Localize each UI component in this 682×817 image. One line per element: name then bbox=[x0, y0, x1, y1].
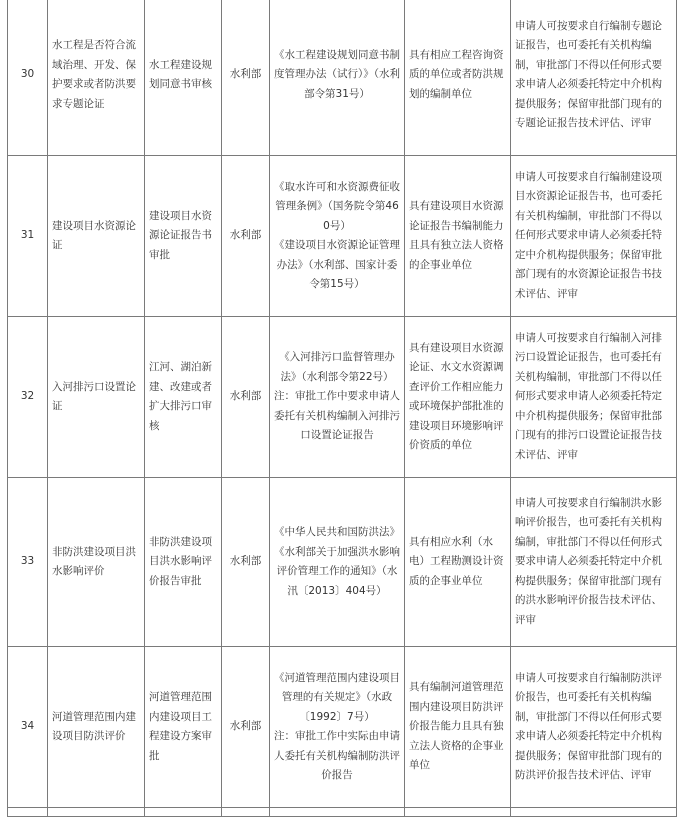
legal-basis bbox=[270, 647, 405, 808]
department: 水利部 bbox=[222, 317, 270, 478]
legal-basis-line: 《水利部关于加强洪水影响评价管理工作的通知》（水汛〔2013〕404号） bbox=[274, 545, 400, 597]
table-row bbox=[8, 156, 677, 317]
provider-qualification: 具有建设项目水资源论证报告书编制能力且具有独立法人资格的企事业单位 bbox=[405, 156, 511, 317]
empty-cell bbox=[222, 808, 270, 817]
service-item: 入河排污口设置论证 bbox=[48, 317, 145, 478]
approval-matter: 建设项目水资源论证报告书审批 bbox=[145, 156, 222, 317]
remark: 申请人可按要求自行编制防洪评价报告，也可委托有关机构编制，审批部门不得以任何形式要求申请人必须委托特定中介机构提供服务；保留审批部门现有的防洪评价报告技术评估、评审 bbox=[511, 647, 677, 808]
legal-basis-line: 《中华人民共和国防洪法》 bbox=[274, 526, 400, 538]
legal-basis-line: 《入河排污口监督管理办法》（水利部令第22号） bbox=[279, 351, 395, 383]
empty-cell bbox=[405, 808, 511, 817]
row-number: 33 bbox=[8, 478, 48, 647]
department: 水利部 bbox=[222, 647, 270, 808]
table-row bbox=[8, 808, 677, 817]
table-row bbox=[8, 0, 677, 156]
provider-qualification: 具有建设项目水资源论证、水文水资源调查评价工作相应能力或环境保护部批准的建设项目环境影响评价资质的单位 bbox=[405, 317, 511, 478]
empty-cell bbox=[145, 808, 222, 817]
legal-basis-line: 《水工程建设规划同意书制度管理办法（试行）》（水利部令第31号） bbox=[274, 48, 400, 100]
empty-cell bbox=[8, 808, 48, 817]
approval-matter: 非防洪建设项目洪水影响评价报告审批 bbox=[145, 478, 222, 647]
legal-basis-line: 注：审批工作中要求申请人委托有关机构编制入河排污口设置论证报告 bbox=[274, 390, 400, 442]
remark: 申请人可按要求自行编制入河排污口设置论证报告，也可委托有关机构编制，审批部门不得以任何形式要求申请人必须委托特定中介机构提供服务；保留审批部门现有的排污口设置论证报告技术评估、评审 bbox=[511, 317, 677, 478]
service-item: 河道管理范围内建设项目防洪评价 bbox=[48, 647, 145, 808]
empty-cell bbox=[48, 808, 145, 817]
table-row bbox=[8, 647, 677, 808]
service-item: 非防洪建设项目洪水影响评价 bbox=[48, 478, 145, 647]
row-number: 30 bbox=[8, 0, 48, 156]
remark: 申请人可按要求自行编制专题论证报告，也可委托有关机构编制，审批部门不得以任何形式要求申请人必须委托特定中介机构提供服务；保留审批部门现有的专题论证报告技术评估、评审 bbox=[511, 0, 677, 156]
legal-basis bbox=[270, 478, 405, 647]
row-number: 34 bbox=[8, 647, 48, 808]
row-number: 32 bbox=[8, 317, 48, 478]
legal-basis-line: 《取水许可和水资源费征收管理条例》（国务院令第460号） bbox=[274, 180, 400, 232]
legal-basis bbox=[270, 156, 405, 317]
department: 水利部 bbox=[222, 478, 270, 647]
remark: 申请人可按要求自行编制洪水影响评价报告，也可委托有关机构编制，审批部门不得以任何形式要求申请人必须委托特定中介机构提供服务；保留审批部门现有的洪水影响评价报告技术评估、评审 bbox=[511, 478, 677, 647]
legal-basis-line: 《建设项目水资源论证管理办法》（水利部、国家计委令第15号） bbox=[274, 239, 400, 290]
approval-matter: 水工程建设规划同意书审核 bbox=[145, 0, 222, 156]
service-item: 建设项目水资源论证 bbox=[48, 156, 145, 317]
service-item: 水工程是否符合流域治理、开发、保护要求或者防洪要求专题论证 bbox=[48, 0, 145, 156]
legal-basis-line: 注：审批工作中实际由申请人委托有关机构编制防洪评价报告 bbox=[274, 730, 400, 781]
provider-qualification: 具有相应水利（水电）工程勘测设计资质的企事业单位 bbox=[405, 478, 511, 647]
legal-basis bbox=[270, 0, 405, 156]
provider-qualification: 具有相应工程咨询资质的单位或者防洪规划的编制单位 bbox=[405, 0, 511, 156]
legal-basis bbox=[270, 317, 405, 478]
approval-matter: 江河、湖泊新建、改建或者扩大排污口审核 bbox=[145, 317, 222, 478]
table-row bbox=[8, 317, 677, 478]
intermediary-services-table bbox=[7, 0, 677, 817]
empty-cell bbox=[511, 808, 677, 817]
approval-matter: 河道管理范围内建设项目工程建设方案审批 bbox=[145, 647, 222, 808]
legal-basis-line: 《河道管理范围内建设项目管理的有关规定》（水政〔1992〕7号） bbox=[274, 671, 400, 723]
department: 水利部 bbox=[222, 156, 270, 317]
department: 水利部 bbox=[222, 0, 270, 156]
provider-qualification: 具有编制河道管理范围内建设项目防洪评价报告能力且具有独立法人资格的企事业单位 bbox=[405, 647, 511, 808]
empty-cell bbox=[270, 808, 405, 817]
row-number: 31 bbox=[8, 156, 48, 317]
remark: 申请人可按要求自行编制建设项目水资源论证报告书，也可委托有关机构编制，审批部门不得以任何形式要求申请人必须委托特定中介机构提供服务；保留审批部门现有的水资源论证报告书技术评估、评审 bbox=[511, 156, 677, 317]
table-row bbox=[8, 478, 677, 647]
